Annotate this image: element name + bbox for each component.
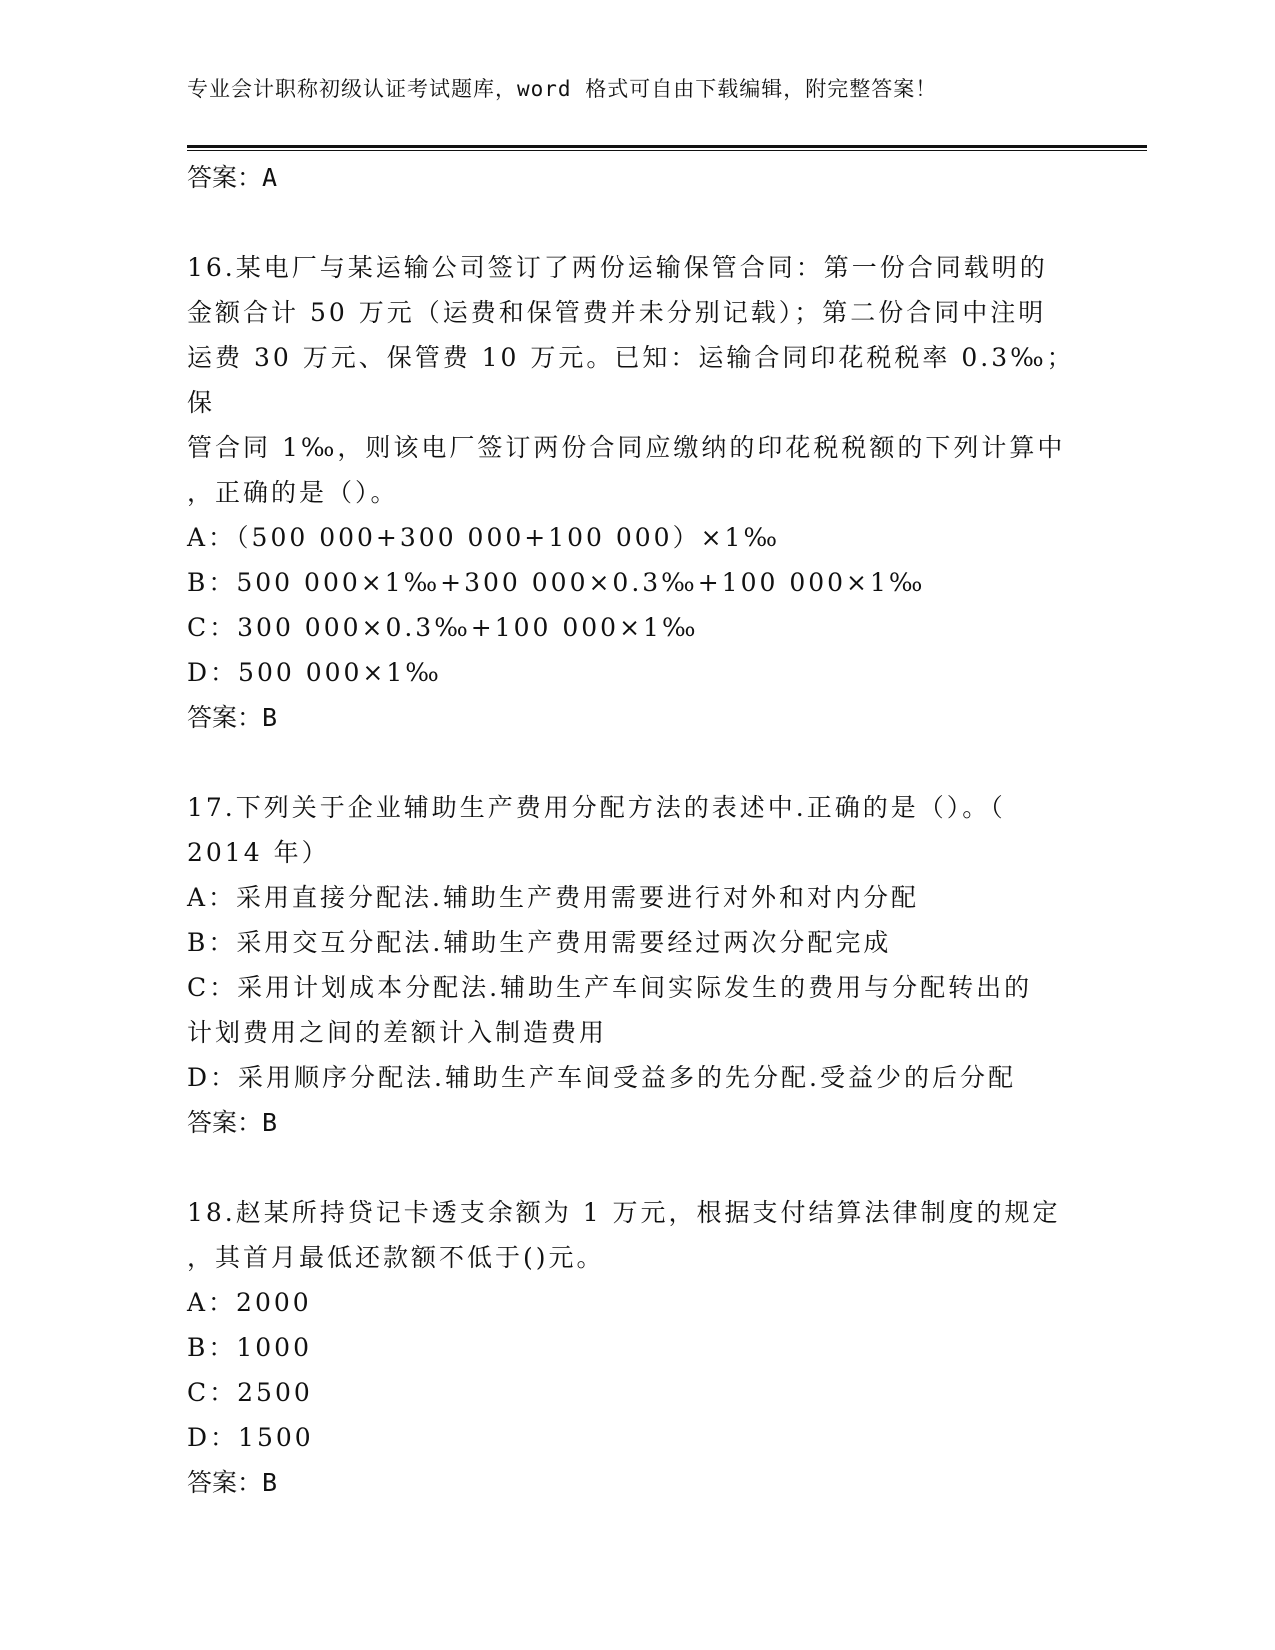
option-b: B：500 000×1‰+300 000×0.3‰+100 000×1‰	[187, 568, 926, 597]
option-c: C：300 000×0.3‰+100 000×1‰	[187, 613, 699, 642]
option-d: D：500 000×1‰	[187, 658, 442, 687]
question-stem: 16.某电厂与某运输公司签订了两份运输保管合同：第一份合同载明的 金额合计 50 万元（运费和保管费并未分别记载）；第二份合同中注明 运费 30 万元、保管费 10 万元。已知：运输合同印花税税率 0.3‰；保 管合同 1‰，则该电厂签订两份合同应缴纳的印花税税额的下列计算中 ，正确的是（）。	[187, 253, 1075, 507]
option-c: C：2500	[187, 1378, 313, 1407]
answer-line: 答案：B	[187, 1468, 278, 1497]
spacer	[187, 1145, 1087, 1190]
question-block	[187, 1190, 1087, 1505]
page-header: 专业会计职称初级认证考试题库，word 格式可自由下载编辑，附完整答案！	[187, 77, 938, 101]
option-c: C：采用计划成本分配法.辅助生产车间实际发生的费用与分配转出的 计划费用之间的差额计入制造费用	[187, 973, 1033, 1047]
spacer	[187, 740, 1087, 785]
spacer	[187, 200, 1087, 245]
header-divider-thin	[187, 150, 1147, 151]
option-b: B：1000	[187, 1333, 312, 1362]
question-stem: 18.赵某所持贷记卡透支余额为 1 万元，根据支付结算法律制度的规定 ，其首月最低还款额不低于()元。	[187, 1198, 1061, 1272]
option-d: D：1500	[187, 1423, 314, 1452]
header-divider-thick	[187, 145, 1147, 148]
answer-line: 答案：B	[187, 703, 278, 732]
question-list	[187, 155, 1087, 1505]
answer-line: 答案：B	[187, 1108, 278, 1137]
option-b: B：采用交互分配法.辅助生产费用需要经过两次分配完成	[187, 928, 892, 957]
option-a: A：采用直接分配法.辅助生产费用需要进行对外和对内分配	[187, 883, 920, 912]
question-block	[187, 785, 1087, 1145]
option-a: A：2000	[187, 1288, 312, 1317]
option-d: D：采用顺序分配法.辅助生产车间受益多的先分配.受益少的后分配	[187, 1063, 1016, 1092]
answer-line: 答案：A	[187, 163, 278, 192]
question-block	[187, 245, 1087, 740]
option-a: A：（500 000+300 000+100 000）×1‰	[187, 523, 780, 552]
question-stem: 17.下列关于企业辅助生产费用分配方法的表述中.正确的是（）。（ 2014 年）	[187, 793, 1006, 867]
